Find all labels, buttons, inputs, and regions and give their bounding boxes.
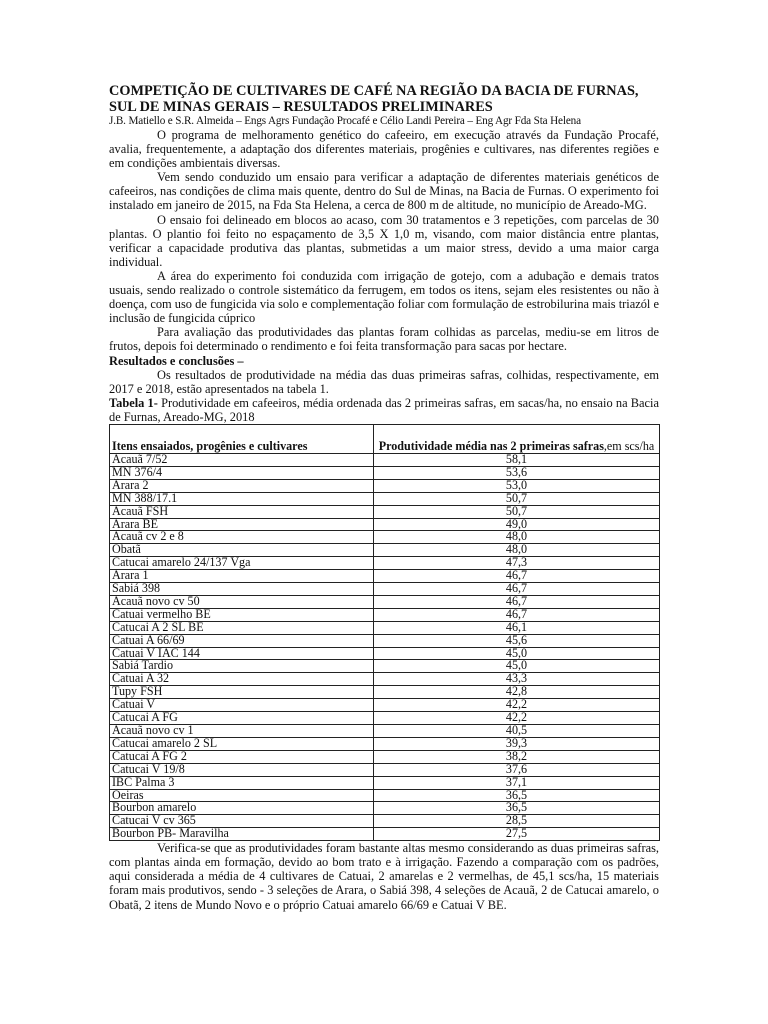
cell-productivity-value: 42,2 xyxy=(374,712,660,725)
cell-productivity-value: 39,3 xyxy=(374,737,660,750)
cell-item-name: Acauã cv 2 e 8 xyxy=(110,531,374,544)
results-heading: Resultados e conclusões – xyxy=(109,353,244,368)
cell-item-name: Arara 2 xyxy=(110,479,374,492)
cell-productivity-value: 37,1 xyxy=(374,776,660,789)
table-header-row xyxy=(110,424,660,453)
table-row xyxy=(110,660,660,673)
cell-productivity-value: 48,0 xyxy=(374,531,660,544)
intro-paragraph-3: O ensaio foi delineado em blocos ao acaso, com 30 tratamentos e 3 repetições, com parcelas de 30 plantas. O plantio foi feito no espaçamento de 3,5 X 1,0 m, visando, com maior distância entre plantas, verificar a capacidade produtiva das plantas, submetidas a um maior stress, devido a uma maior carga individual. xyxy=(109,212,659,269)
cell-item-name: Tupy FSH xyxy=(110,686,374,699)
table-row xyxy=(110,699,660,712)
table-row xyxy=(110,647,660,660)
cell-item-name: Catucai A FG xyxy=(110,712,374,725)
cell-productivity-value: 36,5 xyxy=(374,789,660,802)
table-row xyxy=(110,492,660,505)
cell-item-name: Catucai A FG 2 xyxy=(110,750,374,763)
table-row xyxy=(110,479,660,492)
cell-item-name: Catuai V xyxy=(110,699,374,712)
table-row xyxy=(110,750,660,763)
cell-item-name: Sabiá 398 xyxy=(110,583,374,596)
table-caption xyxy=(109,396,659,424)
cell-productivity-value: 46,7 xyxy=(374,608,660,621)
cell-item-name: Obatã xyxy=(110,544,374,557)
table-row xyxy=(110,737,660,750)
table-row xyxy=(110,505,660,518)
cell-productivity-value: 46,1 xyxy=(374,621,660,634)
cell-productivity-value: 27,5 xyxy=(374,828,660,841)
productivity-table xyxy=(109,424,660,841)
cell-item-name: Arara BE xyxy=(110,518,374,531)
column-header-items: Itens ensaiados, progênies e cultivares xyxy=(110,424,374,453)
cell-productivity-value: 53,6 xyxy=(374,466,660,479)
column-header-productivity xyxy=(374,424,660,453)
cell-productivity-value: 58,1 xyxy=(374,453,660,466)
table-row xyxy=(110,686,660,699)
cell-item-name: Catucai A 2 SL BE xyxy=(110,621,374,634)
cell-item-name: MN 376/4 xyxy=(110,466,374,479)
table-row xyxy=(110,763,660,776)
cell-item-name: Acauã 7/52 xyxy=(110,453,374,466)
cell-item-name: Catucai amarelo 24/137 Vga xyxy=(110,557,374,570)
cell-item-name: Catuai A 66/69 xyxy=(110,634,374,647)
intro-paragraph-2: Vem sendo conduzido um ensaio para verificar a adaptação de diferentes materiais genéticos de cafeeiros, nas condições de clima mais quente, dentro do Sul de Minas, na Bacia de Furnas. O experimento foi instalado em janeiro de 2015, na Fda Sta Helena, a cerca de 800 m de altitude, no município de Areado-MG. xyxy=(109,170,659,213)
cell-productivity-value: 53,0 xyxy=(374,479,660,492)
table-row xyxy=(110,828,660,841)
cell-productivity-value: 45,6 xyxy=(374,634,660,647)
table-caption-text: Produtividade em cafeeiros, média ordenada das 2 primeiras safras, em sacas/ha, no ensaio na Bacia de Furnas, Areado-MG, 2018 xyxy=(109,395,659,424)
cell-item-name: Bourbon amarelo xyxy=(110,802,374,815)
cell-productivity-value: 40,5 xyxy=(374,725,660,738)
table-row xyxy=(110,453,660,466)
table-row xyxy=(110,621,660,634)
document-page xyxy=(109,84,659,912)
table-row xyxy=(110,531,660,544)
cell-productivity-value: 49,0 xyxy=(374,518,660,531)
cell-productivity-value: 47,3 xyxy=(374,557,660,570)
authors-line: J.B. Matiello e S.R. Almeida – Engs Agrs Fundação Procafé e Célio Landi Pereira – Eng Agr Fda Sta Helena xyxy=(109,115,581,127)
cell-productivity-value: 50,7 xyxy=(374,492,660,505)
cell-productivity-value: 48,0 xyxy=(374,544,660,557)
cell-productivity-value: 46,7 xyxy=(374,570,660,583)
cell-item-name: Catuai vermelho BE xyxy=(110,608,374,621)
intro-paragraph-5: Para avaliação das produtividades das plantas foram colhidas as parcelas, mediu-se em litros de frutos, depois foi determinado o rendimento e foi feita transformação para sacas por hectare. xyxy=(109,325,659,354)
cell-item-name: Arara 1 xyxy=(110,570,374,583)
table-row xyxy=(110,557,660,570)
cell-item-name: Acauã novo cv 1 xyxy=(110,725,374,738)
table-body xyxy=(110,453,660,840)
cell-item-name: Catucai amarelo 2 SL xyxy=(110,737,374,750)
conclusion-paragraph: Verifica-se que as produtividades foram bastante altas mesmo considerando as duas primeiras safras, com plantas ainda em formação, devido ao bom trato e à irrigação. Fazendo a comparação com os padrões, aqui considerada a média de 4 cultivares de Catuai, 2 amarelas e 2 vermelhas, de 45,1 scs/ha, 15 materiais foram mais produtivos, sendo - 3 seleções de Arara, o Sabiá 398, 4 seleções de Acauã, 2 de Catucai amarelo, o Obatã, 2 itens de Mundo Novo e o próprio Catuai amarelo 66/69 e Catuai V BE. xyxy=(109,841,659,912)
table-row xyxy=(110,776,660,789)
cell-productivity-value: 45,0 xyxy=(374,647,660,660)
cell-item-name: IBC Palma 3 xyxy=(110,776,374,789)
cell-item-name: Catuai A 32 xyxy=(110,673,374,686)
cell-item-name: Acauã novo cv 50 xyxy=(110,595,374,608)
cell-productivity-value: 45,0 xyxy=(374,660,660,673)
column-header-productivity-unit: ,em scs/ha xyxy=(603,438,655,453)
cell-item-name: Bourbon PB- Maravilha xyxy=(110,828,374,841)
cell-item-name: Oeiras xyxy=(110,789,374,802)
table-row xyxy=(110,518,660,531)
cell-productivity-value: 42,8 xyxy=(374,686,660,699)
cell-item-name: MN 388/17.1 xyxy=(110,492,374,505)
cell-productivity-value: 38,2 xyxy=(374,750,660,763)
cell-productivity-value: 42,2 xyxy=(374,699,660,712)
table-caption-label: Tabela 1- xyxy=(109,395,158,410)
cell-item-name: Acauã FSH xyxy=(110,505,374,518)
cell-item-name: Catuai V IAC 144 xyxy=(110,647,374,660)
cell-item-name: Sabiá Tardio xyxy=(110,660,374,673)
table-row xyxy=(110,570,660,583)
document-title: COMPETIÇÃO DE CULTIVARES DE CAFÉ NA REGIÃO DA BACIA DE FURNAS, SUL DE MINAS GERAIS – RESULTADOS PRELIMINARES xyxy=(109,83,639,115)
cell-productivity-value: 50,7 xyxy=(374,505,660,518)
cell-productivity-value: 46,7 xyxy=(374,595,660,608)
table-row xyxy=(110,466,660,479)
cell-productivity-value: 37,6 xyxy=(374,763,660,776)
cell-productivity-value: 43,3 xyxy=(374,673,660,686)
cell-productivity-value: 36,5 xyxy=(374,802,660,815)
column-header-productivity-bold: Produtividade média nas 2 primeiras safras xyxy=(378,438,604,453)
cell-item-name: Catucai V cv 365 xyxy=(110,815,374,828)
cell-item-name: Catucai V 19/8 xyxy=(110,763,374,776)
intro-paragraph-1: O programa de melhoramento genético do cafeeiro, em execução através da Fundação Procafé, avalia, frequentemente, a adaptação dos diferentes materiais, progênies e cultivares, nas diferentes regiões e em condições ambientais diversas. xyxy=(109,128,659,171)
intro-paragraph-4: A área do experimento foi conduzida com irrigação de gotejo, com a adubação e demais tratos usuais, sendo realizado o controle sistemático da ferrugem, em todos os itens, sejam eles resistentes ou não à doença, com uso de fungicida via solo e complementação foliar com formulação de estrobilurina mais triazól e inclusão de fungicida cúprico xyxy=(109,268,659,326)
cell-productivity-value: 46,7 xyxy=(374,583,660,596)
cell-productivity-value: 28,5 xyxy=(374,815,660,828)
table-row xyxy=(110,673,660,686)
results-paragraph: Os resultados de produtividade na média das duas primeiras safras, colhidas, respectivamente, em 2017 e 2018, estão apresentados na tabela 1. xyxy=(109,367,659,396)
